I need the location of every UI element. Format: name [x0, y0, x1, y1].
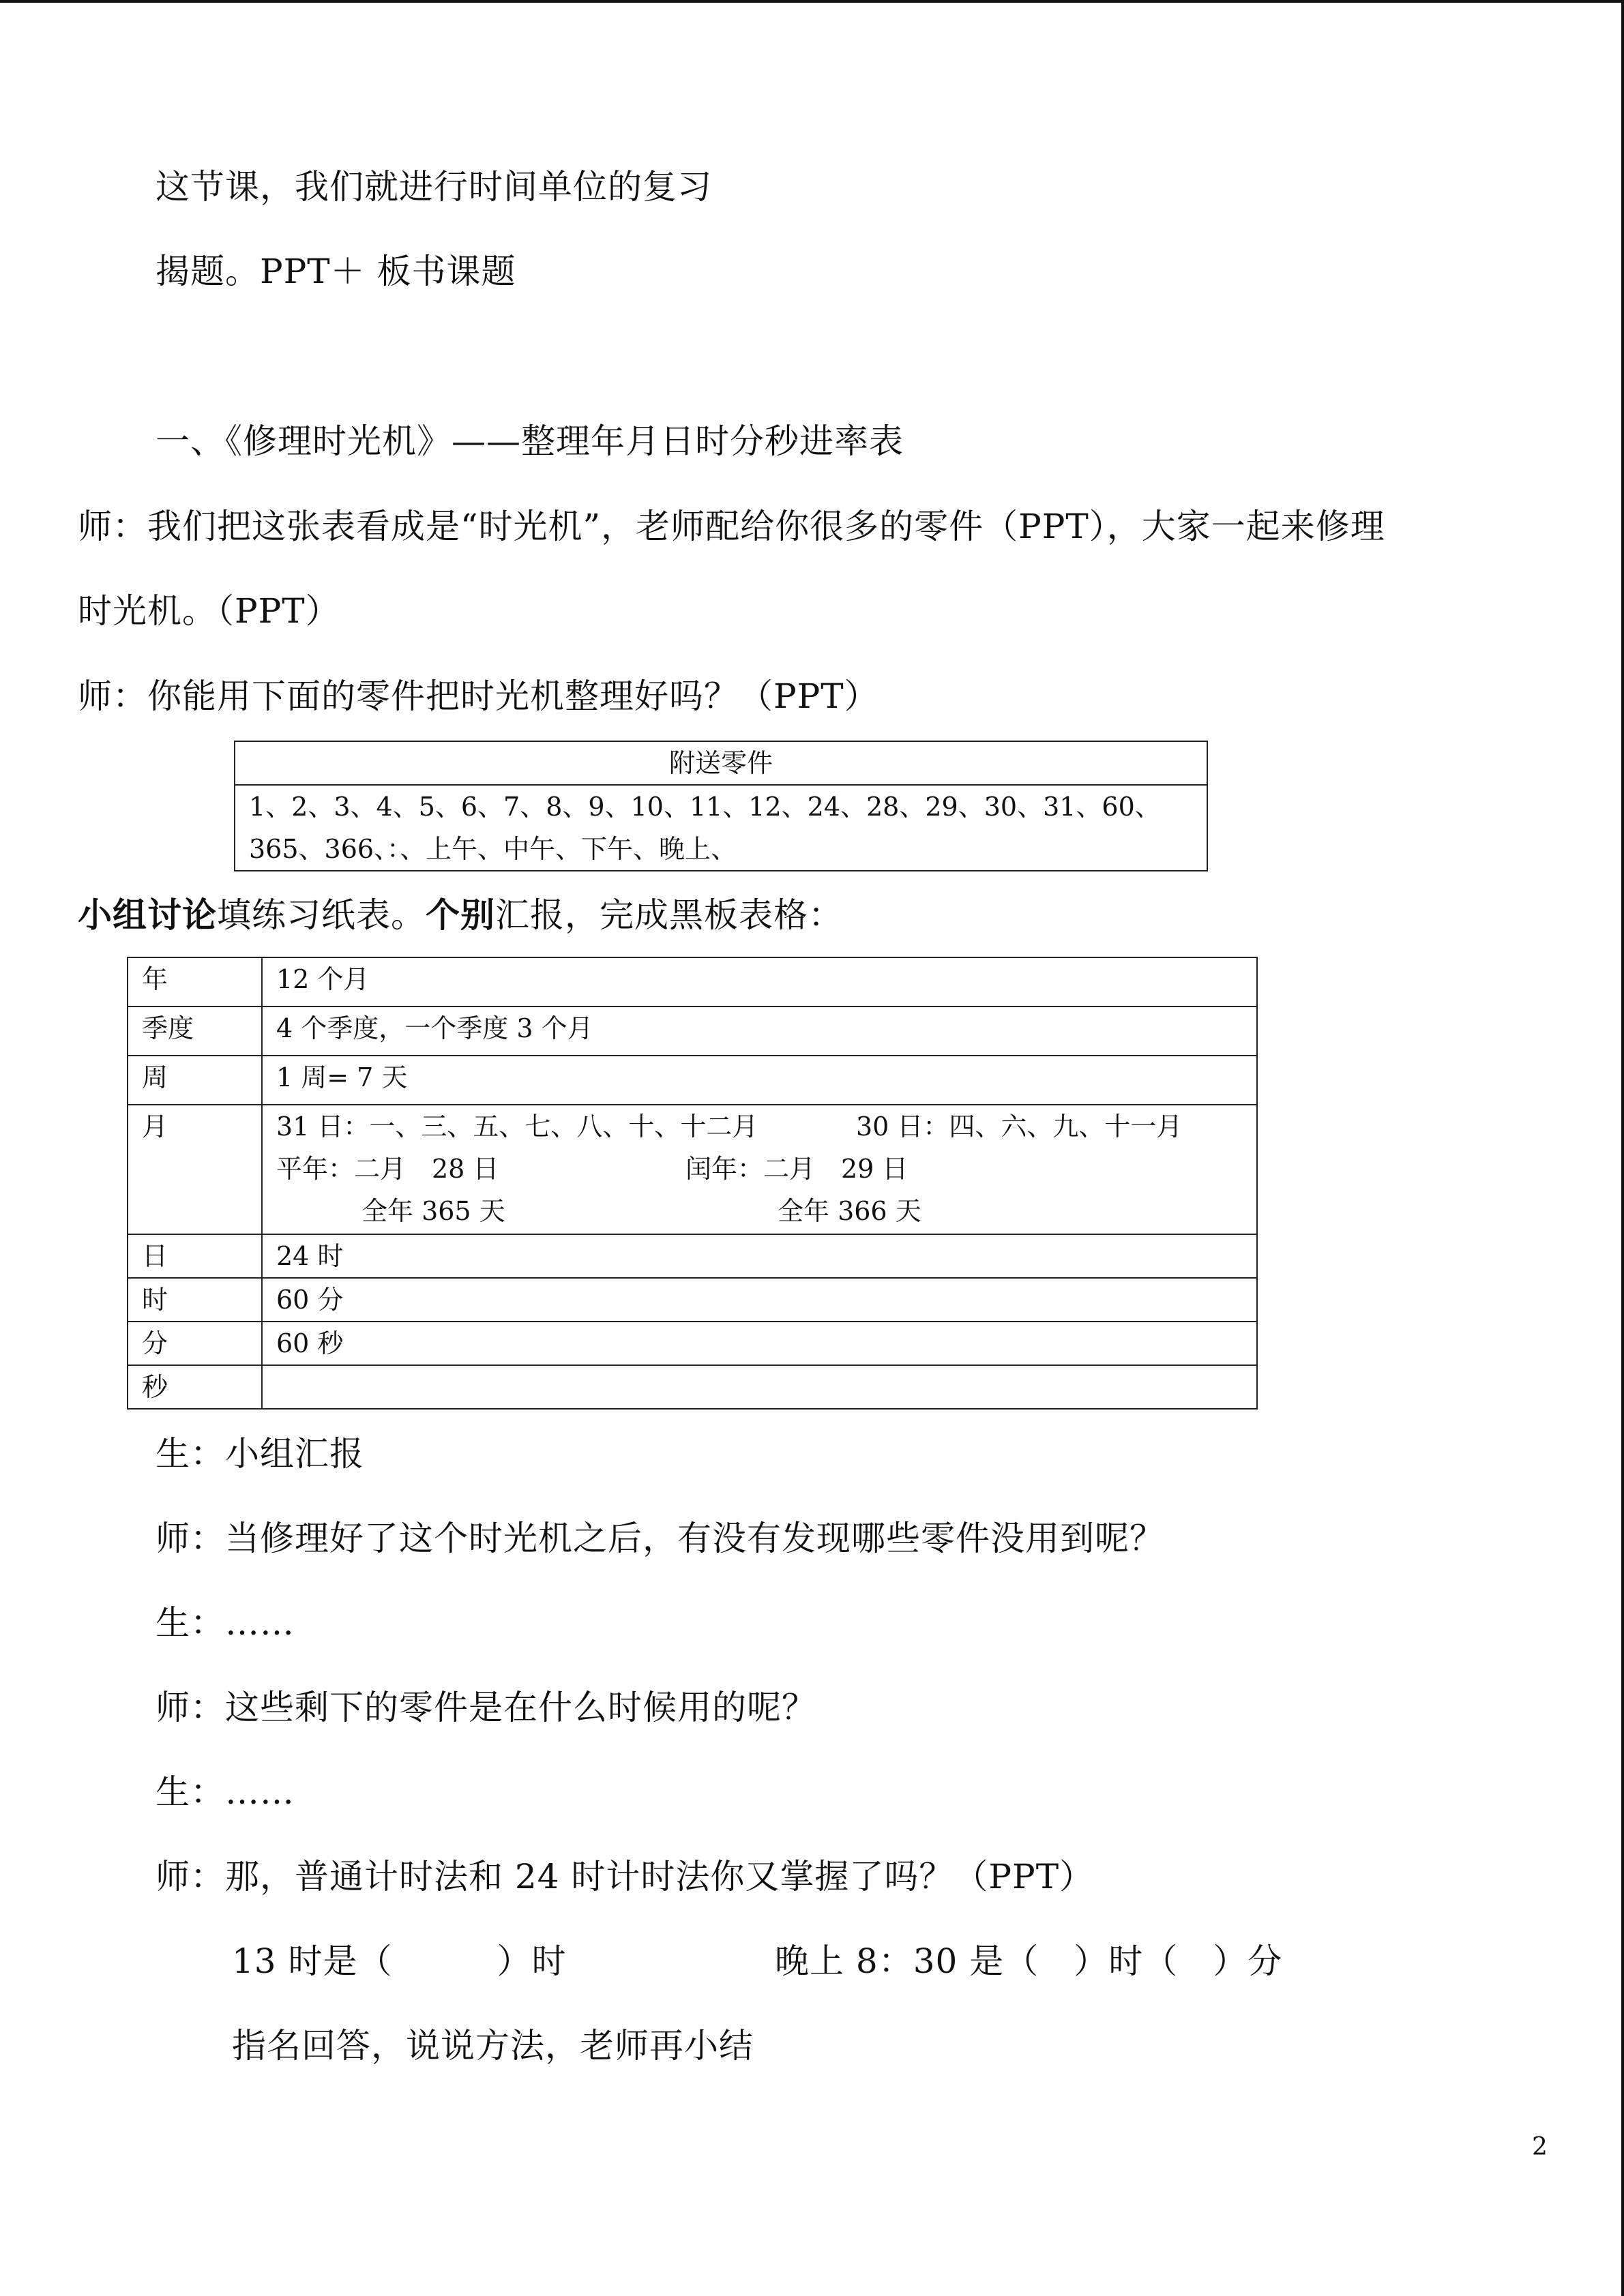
month-desc-cell: [262, 1105, 1257, 1234]
leap-total: 全年 366 天: [778, 1196, 921, 1226]
desc-cell: 12 个月: [262, 957, 1257, 1007]
unit-cell: 季度: [128, 1007, 262, 1056]
intro-line-1: 这节课，我们就进行时间单位的复习: [156, 167, 712, 207]
desc-cell: 1 周= 7 天: [262, 1056, 1257, 1105]
month-line-2: [276, 1148, 1256, 1190]
teacher-line-1a: 师：我们把这张表看成是“时光机”，老师配给你很多的零件（PPT），大家一起来修理: [78, 507, 1385, 546]
unit-cell: 分: [128, 1322, 262, 1365]
desc-cell: 60 分: [262, 1278, 1257, 1322]
month-line-1: [276, 1105, 1256, 1148]
parts-row-2: 365、366、：、上午、中午、下午、晚上、: [249, 834, 737, 864]
common-year: 平年：二月 28 日: [276, 1154, 499, 1184]
exercise-q1: 13 时是（ ）时: [232, 1941, 567, 1981]
teacher-line-2: 师：你能用下面的零件把时光机整理好吗？（PPT）: [78, 676, 879, 716]
table-row: [128, 957, 1257, 1007]
unit-cell: 周: [128, 1056, 262, 1105]
month-line-3: [276, 1190, 1256, 1232]
discussion-line: [78, 893, 843, 937]
right-border: [1621, 0, 1624, 2296]
common-total: 全年 365 天: [361, 1196, 505, 1226]
days-31: 31 日：一、三、五、七、八、十、十二月: [276, 1112, 758, 1142]
teacher-line-1b: 时光机。（PPT）: [78, 591, 340, 631]
unit-cell: 日: [128, 1234, 262, 1278]
table-row: [128, 1234, 1257, 1278]
dialogue-line-2: 师：当修理好了这个时光机之后，有没有发现哪些零件没用到呢？: [156, 1519, 1164, 1558]
unit-cell: 秒: [128, 1365, 262, 1409]
table-row: [128, 1322, 1257, 1365]
table-row-month: [128, 1105, 1257, 1234]
table-row: [128, 1365, 1257, 1409]
exercise-instruction: 指名回答，说说方法，老师再小结: [232, 2026, 754, 2066]
unit-cell: 时: [128, 1278, 262, 1322]
desc-cell: 60 秒: [262, 1322, 1257, 1365]
discussion-bold-1: 小组讨论: [78, 895, 217, 935]
exercise-q2: 晚上 8：30 是（ ）时（ ）分: [775, 1941, 1283, 1981]
parts-table: [234, 741, 1208, 871]
table-row: [128, 1056, 1257, 1105]
dialogue-line-1: 生：小组汇报: [156, 1434, 364, 1474]
dialogue-line-3: 生：……: [156, 1603, 295, 1643]
units-table: [127, 957, 1258, 1410]
dialogue-line-5: 生：……: [156, 1772, 295, 1812]
unit-cell: 月: [128, 1105, 262, 1234]
parts-row-1: 1、2、3、4、5、6、7、8、9、10、11、12、24、28、29、30、31、60、: [249, 792, 1161, 822]
discussion-text-1: 填练习纸表。: [217, 895, 426, 935]
table-row: [128, 1007, 1257, 1056]
discussion-bold-2: 个别: [426, 895, 495, 935]
desc-cell: 4 个季度，一个季度 3 个月: [262, 1007, 1257, 1056]
desc-cell: [262, 1365, 1257, 1409]
table-row: [128, 1278, 1257, 1322]
intro-line-2: 揭题。PPT＋ 板书课题: [156, 252, 516, 291]
parts-table-header: 附送零件: [235, 741, 1207, 785]
dialogue-line-6: 师：那，普通计时法和 24 时计时法你又掌握了吗？（PPT）: [156, 1857, 1095, 1896]
section-heading: 一、《修理时光机》——整理年月日时分秒进率表: [156, 421, 904, 461]
parts-table-content: [235, 785, 1207, 871]
top-border: [0, 0, 1624, 3]
dialogue-line-4: 师：这些剩下的零件是在什么时候用的呢？: [156, 1688, 816, 1727]
discussion-text-2: 汇报，完成黑板表格：: [495, 895, 843, 935]
leap-year: 闰年：二月 29 日: [685, 1154, 909, 1184]
unit-cell: 年: [128, 957, 262, 1007]
days-30: 30 日：四、六、九、十一月: [856, 1112, 1183, 1142]
page-number: 2: [1532, 2133, 1548, 2161]
desc-cell: 24 时: [262, 1234, 1257, 1278]
